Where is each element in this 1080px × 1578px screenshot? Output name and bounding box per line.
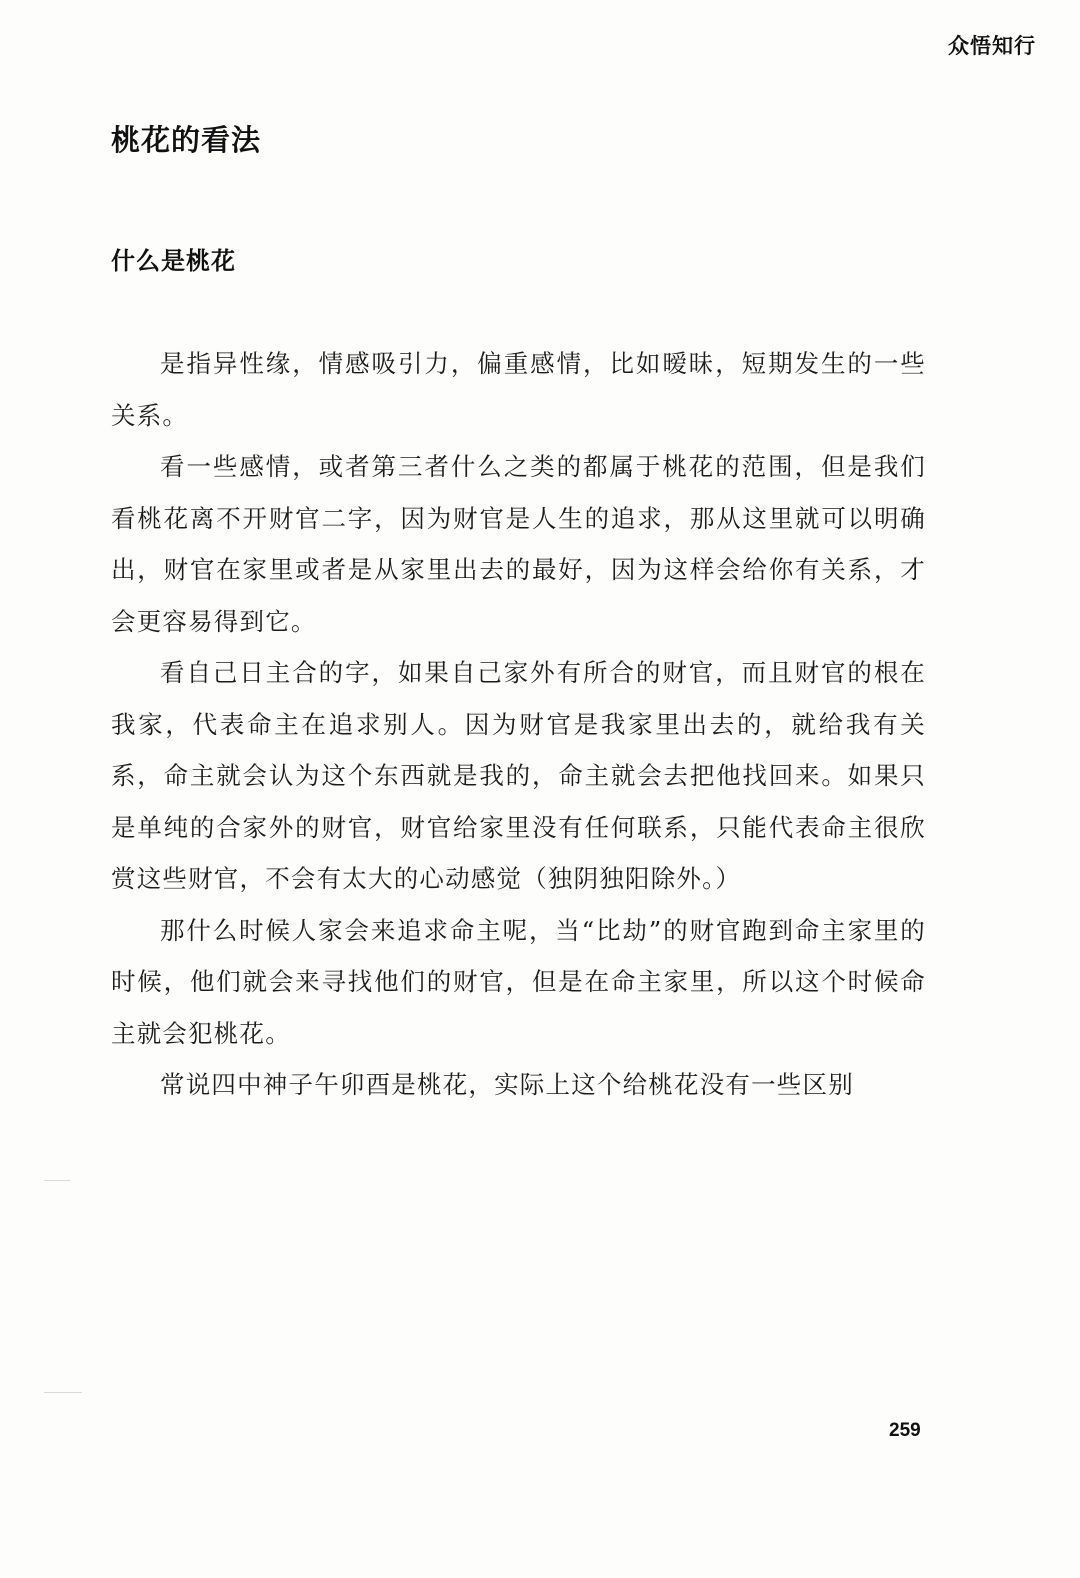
- scan-mark: [44, 1180, 70, 1181]
- paragraph-4: 那什么时候人家会来追求命主呢，当“比劫”的财官跑到命主家里的时候，他们就会来寻找他们的财官，但是在命主家里，所以这个时候命主就会犯桃花。: [111, 915, 926, 1048]
- scan-mark: [44, 1392, 82, 1393]
- body-text: [111, 338, 926, 1111]
- paragraph-3: 看自己日主合的字，如果自己家外有所合的财官，而且财官的根在我家，代表命主在追求别人。因为财官是我家里出去的，就给我有关系，命主就会认为这个东西就是我的，命主就会去把他找回来。如果只是单纯的合家外的财官，财官给家里没有任何联系，只能代表命主很欣赏这些财官，不会有太大的心动感觉（独阴独阳除外。）: [111, 658, 926, 893]
- running-header: 众悟知行: [948, 34, 1036, 58]
- chapter-title: 桃花的看法: [111, 123, 262, 157]
- paragraph-1: 是指异性缘，情感吸引力，偏重感情，比如暧昧，短期发生的一些关系。: [111, 349, 926, 430]
- paragraph-2: 看一些感情，或者第三者什么之类的都属于桃花的范围，但是我们看桃花离不开财官二字，因为财官是人生的追求，那从这里就可以明确出，财官在家里或者是从家里出去的最好，因为这样会给你有关系，才会更容易得到它。: [111, 452, 926, 636]
- paragraph-5: 常说四中神子午卯酉是桃花，实际上这个给桃花没有一些区别: [160, 1070, 854, 1099]
- section-title: 什么是桃花: [111, 247, 236, 275]
- page-number: 259: [889, 1420, 921, 1441]
